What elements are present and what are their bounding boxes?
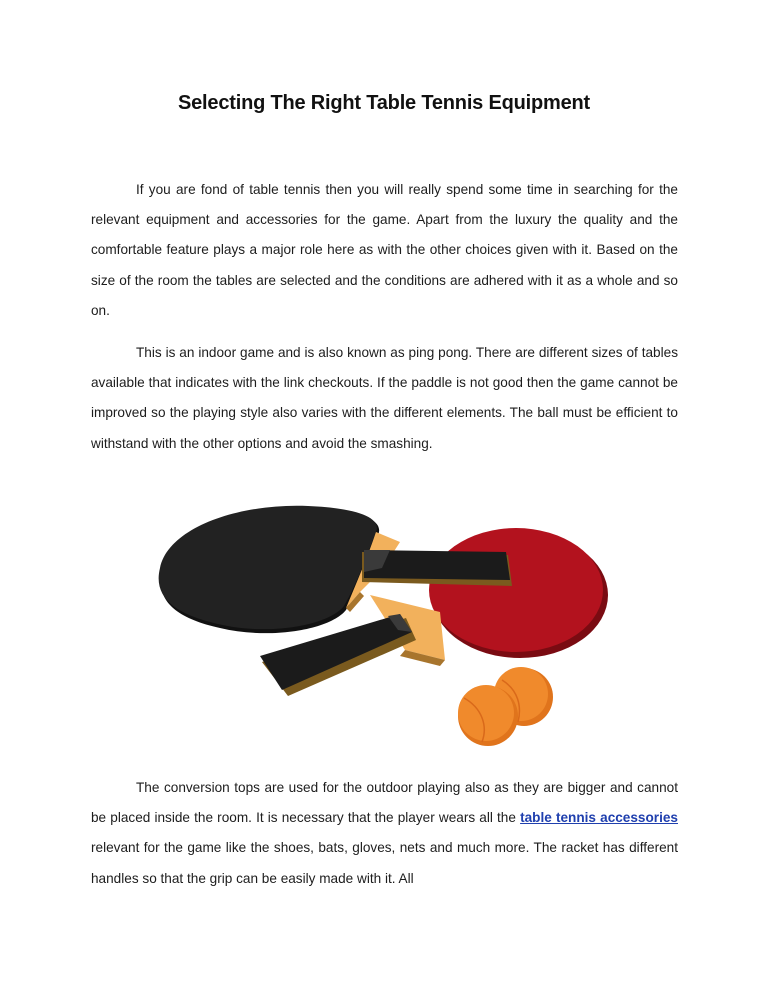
ping-pong-paddles-illustration (150, 500, 610, 755)
ping-pong-balls (458, 667, 553, 746)
red-paddle (370, 528, 608, 666)
table-tennis-accessories-link[interactable]: table tennis accessories (520, 810, 678, 826)
document-title: Selecting The Right Table Tennis Equipment (177, 92, 590, 114)
paragraph-2: This is an indoor game and is also known as ping pong. There are different sizes of tables available that indicates with the link checkouts. If the paddle is not good then the game cannot be improved so the playing style also varies with the different elements. The ball must be efficient to withstand with the other options and avoid the smashing. (91, 345, 678, 451)
paragraph-3-text-start: The conversion tops are used for the outdoor playing also as they are bigger and cannot be placed inside the room. It is necessary that the player wears all the (91, 780, 678, 826)
paragraph-1: If you are fond of table tennis then you will really spend some time in searching for the relevant equipment and accessories for the game. Apart from the luxury the quality and the comfortable feature plays a major role here as with the other choices given with it. Based on the size of the room the tables are selected and the conditions are adhered with it as a whole and so on. (91, 182, 678, 318)
paragraph-3-text-end: relevant for the game like the shoes, bats, gloves, nets and much more. The racket has different handles so that the grip can be easily made with it. All (91, 840, 678, 886)
paragraph-3 (91, 773, 678, 894)
